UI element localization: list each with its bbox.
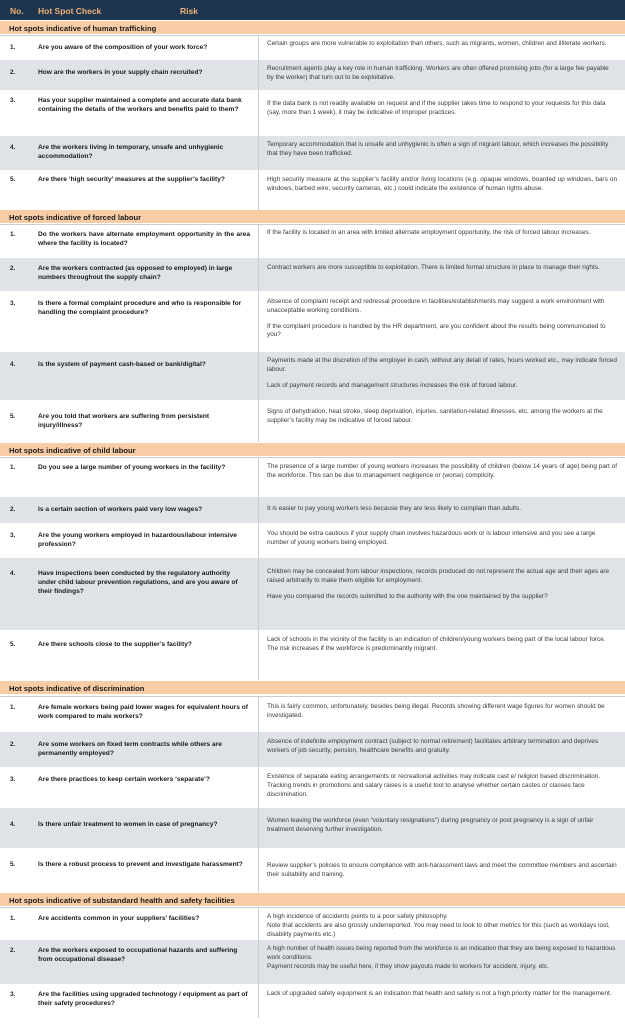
column-divider [258, 697, 259, 733]
section-title: Hot spots indicative of substandard health and safety facilities [9, 895, 235, 905]
hot-spot-question: Are the workers exposed to occupational hazards and suffering from occupational disease? [38, 947, 238, 964]
risk-description [267, 176, 617, 194]
risk-paragraph: Women leaving the workforce (even “voluntary resignations”) during pregnancy or post pregnancy is a sign of unfair treatment deserving further investigation. [267, 817, 594, 833]
table-row [0, 940, 625, 984]
hot-spot-question: Is a certain section of workers paid very low wages? [38, 506, 203, 513]
column-divider [258, 225, 259, 259]
column-divider [258, 732, 259, 767]
risk-description [267, 298, 617, 340]
hot-spot-question: Are you aware of the composition of your work force? [38, 44, 208, 51]
row-number: 3. [10, 97, 16, 104]
section-title: Hot spots indicative of forced labour [9, 212, 142, 222]
row-number: 5. [10, 641, 16, 648]
risk-description [267, 357, 617, 390]
table-row [0, 90, 625, 136]
row-number: 4. [10, 144, 16, 151]
risk-paragraph: Children may be concealed from labour inspections, records produced do not represent the actual age and their ages are raised arbitrarily to make them eligible for employment. [267, 568, 610, 584]
row-number: 5. [10, 861, 16, 868]
hot-spot-question: Have inspections been conducted by the regulatory authority under child labour prevention regulations, and are you aware of their findings? [38, 570, 238, 596]
risk-description [267, 408, 617, 426]
row-number: 3. [10, 776, 16, 783]
column-divider [258, 36, 259, 61]
row-number: 1. [10, 231, 16, 238]
page-bottom-margin [0, 1018, 625, 1030]
column-divider [258, 808, 259, 848]
table-row [0, 848, 625, 892]
risk-paragraph: Lack of upgraded safety equipment is an indication that health and safety is not a high priority matter for the management. [267, 990, 612, 997]
section-title: Hot spots indicative of human trafficking [9, 23, 157, 33]
risk-description [267, 773, 617, 799]
hot-spot-question: Are the facilities using upgraded technology / equipment as part of their safety procedures? [38, 991, 248, 1008]
column-divider [258, 940, 259, 984]
risk-description [267, 530, 617, 548]
section-header [0, 681, 625, 694]
risk-paragraph: If the facility is located in an area with limited alternate employment opportunity, the risk of forced labour increases. [267, 229, 591, 236]
table-row [0, 984, 625, 1018]
hot-spot-question: Are there practices to keep certain workers ‘separate’? [38, 776, 210, 783]
header-no: No. [10, 6, 24, 16]
column-divider [258, 497, 259, 523]
column-divider [258, 60, 259, 90]
section-title: Hot spots indicative of discrimination [9, 683, 145, 693]
risk-description [267, 100, 617, 118]
column-divider [258, 984, 259, 1018]
risk-paragraph: Have you compared the records submitted to the authority with the one maintained by the supplier? [267, 592, 548, 600]
table-row [0, 224, 625, 259]
hot-spot-question: Are some workers on fixed term contracts while others are permanently employed? [38, 741, 222, 758]
hot-spot-question: Are the workers contracted (as opposed to employed) in large numbers throughout the supply chain? [38, 265, 233, 282]
risk-paragraph: You should be extra cautious if your supply chain involves hazardous work or is labour intensive and you see a large number of young workers being employed. [267, 530, 596, 546]
risk-paragraph: A high incidence of accidents points to a poor safety philosophy. Note that accidents are also grossly underreported. You may need to look to other metrics for this (such as workdays lost, disability payments etc.) [267, 913, 610, 938]
header-check: Hot Spot Check [38, 6, 102, 16]
risk-description [267, 862, 617, 880]
hot-spot-question: Is the system of payment cash-based or bank/digital? [38, 361, 206, 368]
column-divider [258, 523, 259, 558]
risk-description [267, 505, 617, 514]
hot-spot-question: Is there a robust process to prevent and investigate harassment? [38, 861, 243, 868]
risk-description [267, 817, 617, 835]
column-divider [258, 848, 259, 892]
risk-paragraph: The presence of a large number of young workers increases the possibility of children (below 14 years of age) being part of the workforce. This can be due to management negligence or (worse) complicity. [267, 463, 617, 479]
risk-description [267, 264, 617, 273]
risk-description [267, 738, 617, 756]
hot-spot-question: Are the workers living in temporary, unsafe and unhygienic accommodation? [38, 144, 224, 161]
risk-description [267, 141, 617, 159]
row-number: 2. [10, 741, 16, 748]
risk-description [267, 65, 617, 83]
column-divider [258, 258, 259, 291]
table-row [0, 808, 625, 848]
risk-paragraph: This is fairly common, unfortunately, besides being illegal. Records showing different wage figures for women should be investigated. [267, 703, 605, 719]
risk-paragraph: Contract workers are more susceptible to exploitation. There is limited formal structure in place to manage their rights. [267, 264, 600, 271]
risk-description [267, 703, 617, 721]
risk-paragraph: If the data bank is not readily available on request and if the supplier takes time to respond to your requests for this data (say, more than 1 week), it may be indicative of improper practices. [267, 100, 606, 116]
table-row [0, 457, 625, 498]
row-number: 3. [10, 991, 16, 998]
table-row [0, 497, 625, 523]
row-number: 1. [10, 915, 16, 922]
header-risk: Risk [180, 6, 198, 16]
table-row [0, 523, 625, 558]
section-header [0, 21, 625, 34]
row-number: 1. [10, 704, 16, 711]
row-number: 4. [10, 361, 16, 368]
risk-description [267, 568, 617, 601]
row-number: 3. [10, 532, 16, 539]
risk-description [267, 229, 617, 238]
column-divider [258, 136, 259, 170]
column-divider [258, 630, 259, 680]
table-row [0, 258, 625, 291]
risk-description [267, 913, 617, 939]
risk-paragraph: Payments made at the discretion of the employer in cash, without any detail of rates, hours worked etc., may indicate forced labour. [267, 357, 617, 373]
risk-paragraph: If the complaint procedure is handled by the HR department, are you confident about the results being communicated to you? [267, 322, 606, 339]
row-number: 2. [10, 265, 16, 272]
hot-spot-question: Do the workers have alternate employment opportunity in the area where the facility is located? [38, 231, 250, 248]
risk-paragraph: Signs of dehydration, heat stroke, sleep deprivation, injuries, sanitation-related illnesses, etc. among the workers at the supplier’s facility may be indicative of forced labour. [267, 408, 603, 424]
column-divider [258, 458, 259, 498]
section-header [0, 443, 625, 456]
risk-paragraph: Lack of schools in the vicinity of the facility is an indication of children/young workers being part of the local labour force. The risk increases if the workforce is predominantly migrant. [267, 636, 606, 652]
table-row [0, 696, 625, 733]
table-row [0, 60, 625, 90]
table-row [0, 732, 625, 767]
section-header [0, 893, 625, 906]
table-row [0, 558, 625, 630]
hot-spot-question: Are there schools close to the supplier’s facility? [38, 641, 192, 648]
section-title: Hot spots indicative of child labour [9, 445, 136, 455]
risk-description [267, 463, 617, 481]
section-header [0, 210, 625, 223]
hot-spot-question: Are female workers being paid lower wages for equivalent hours of work compared to male workers? [38, 704, 248, 721]
column-divider [258, 170, 259, 210]
risk-description [267, 40, 617, 49]
risk-paragraph: Certain groups are more vulnerable to exploitation than others, such as migrants, women, children and illiterate workers. [267, 40, 607, 47]
hot-spot-question: Is there unfair treatment to women in case of pregnancy? [38, 821, 218, 828]
column-divider [258, 291, 259, 352]
hot-spot-question: Are you told that workers are suffering from persistent injury/illness? [38, 413, 210, 430]
hot-spot-question: How are the workers in your supply chain recruited? [38, 69, 203, 76]
table-row [0, 352, 625, 400]
risk-paragraph: High security measure at the supplier’s facility and/or living locations (e.g. opaque windows, boarded up windows, bars on windows, barbed wire, security cameras, etc.) could indicate the existence of human rights abuse. [267, 176, 617, 192]
table-row [0, 907, 625, 941]
column-divider [258, 90, 259, 136]
column-divider [258, 352, 259, 400]
risk-paragraph: Absence of complaint receipt and redressal procedure in facilities/establishments may suggest a work environment with unacceptable working conditions. [267, 298, 605, 314]
table-row [0, 630, 625, 680]
row-number: 5. [10, 176, 16, 183]
table-row [0, 35, 625, 61]
column-divider [258, 908, 259, 941]
row-number: 2. [10, 69, 16, 76]
risk-paragraph: Absence of indefinite employment contract (subject to normal retirement) facilitates arbitrary termination and deprives workers of job security, pension, healthcare benefits and gratuity. [267, 738, 599, 754]
risk-paragraph: Review supplier’s policies to ensure compliance with anti-harassment laws and meet the committee members and ascertain their suitability and training. [267, 862, 617, 878]
hot-spot-question: Are there ‘high security’ measures at the supplier’s facility? [38, 176, 225, 183]
risk-paragraph: A high number of health issues being reported from the workforce is an indication that they are being exposed to hazardous work conditions. Payment records may be useful here, if they show payouts made to workers for accident, injury, etc. [267, 945, 616, 970]
risk-paragraph: It is easier to pay young workers less because they are less likely to complain than adults. [267, 505, 521, 512]
column-divider [258, 400, 259, 442]
row-number: 2. [10, 947, 16, 954]
hot-spot-question: Is there a formal complaint procedure and who is responsible for handling the complaint procedure? [38, 300, 242, 317]
table-row [0, 170, 625, 210]
table-header [0, 0, 625, 20]
table-row [0, 136, 625, 170]
risk-description [267, 636, 617, 654]
hot-spot-question: Are accidents common in your suppliers’ facilities? [38, 915, 200, 922]
table-row [0, 767, 625, 808]
table-row [0, 400, 625, 442]
hot-spot-question: Do you see a large number of young workers in the facility? [38, 464, 226, 471]
risk-paragraph: Existence of separate eating arrangements or recreational activities may indicate cast e/ religion based discrimination. Tracking trends in promotions and salary raises is a useful tool to analyse whether certain castes or classes face discrimination. [267, 773, 601, 798]
row-number: 4. [10, 821, 16, 828]
row-number: 2. [10, 506, 16, 513]
row-number: 1. [10, 44, 16, 51]
column-divider [258, 558, 259, 630]
row-number: 4. [10, 570, 16, 577]
column-divider [258, 767, 259, 808]
table-row [0, 291, 625, 352]
row-number: 5. [10, 413, 16, 420]
risk-paragraph: Lack of payment records and management structures increases the risk of forced labour. [267, 381, 518, 389]
row-number: 3. [10, 300, 16, 307]
risk-paragraph: Recruitment agents play a key role in human trafficking. Workers are often offered promising jobs (for a large fee payable by the worker) that turn out to be exploitative. [267, 65, 609, 81]
hot-spot-question: Are the young workers employed in hazardous/labour intensive profession? [38, 532, 237, 549]
row-number: 1. [10, 464, 16, 471]
risk-description [267, 990, 617, 999]
risk-paragraph: Temporary accommodation that is unsafe and unhygienic is often a sign of migrant labour, which increases the possibility that they have been trafficked. [267, 141, 609, 157]
hot-spot-question: Has your supplier maintained a complete and accurate data bank containing the details of the workers and benefits paid to them? [38, 97, 242, 114]
risk-description [267, 945, 617, 971]
